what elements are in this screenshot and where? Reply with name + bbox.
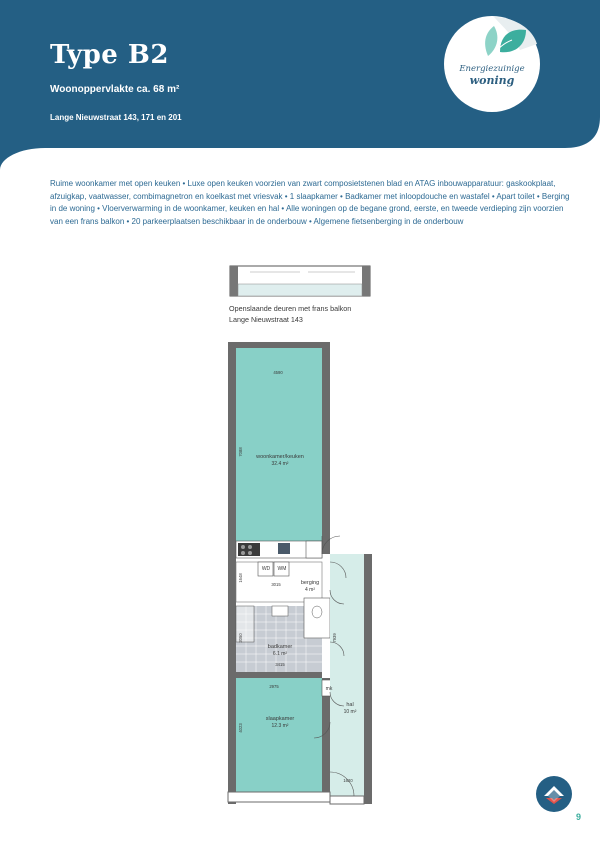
berging-label: berging: [300, 580, 320, 586]
address-text: Lange Nieuwstraat 143, 171 en 201: [50, 113, 182, 122]
badkamer-label: badkamer: [267, 644, 293, 650]
badge-line1: Energiezuinige: [459, 64, 525, 74]
company-logo-icon: [536, 776, 572, 812]
dim-bath-width: 3415: [275, 662, 285, 667]
slaapkamer-label: slaapkamer: [265, 716, 295, 722]
balcony-detail: [230, 266, 370, 296]
page-title: Type B2: [50, 40, 169, 70]
badkamer-area: 6.1 m²: [272, 651, 288, 657]
leaf-icon: [442, 12, 542, 112]
woonkamer-area: 32.4 m²: [271, 461, 289, 467]
hal-area: 10 m²: [343, 709, 357, 715]
balcony-caption: Openslaande deuren met frans balkon Lange Nieuwstraat 143: [229, 304, 352, 324]
hal-label: hal: [346, 702, 354, 708]
badge-line2: woning: [469, 74, 515, 87]
berging-area: 4 m²: [305, 587, 315, 593]
dim-living-width: 4590: [273, 370, 283, 375]
dim-berging-depth: 1648: [238, 573, 243, 583]
mk-label: mk: [325, 686, 333, 692]
hal-room: [330, 554, 364, 796]
woonkamer-label: woonkamer/keuken: [256, 454, 304, 460]
page-number: 9: [576, 812, 582, 822]
dim-berging-width: 3015: [271, 582, 281, 587]
center-wall: [322, 342, 330, 554]
floor-area-text: Woonoppervlakte ca. 68 m²: [50, 84, 180, 95]
woonkamer-room: [236, 348, 322, 541]
wm-label: WM: [277, 566, 287, 572]
slaapkamer-area: 12.3 m²: [271, 723, 289, 729]
left-wall: [228, 342, 236, 804]
dim-living-depth: 7088: [238, 447, 243, 457]
dim-bath-depth: 2050: [238, 633, 243, 643]
dim-bedroom-width: 2975: [269, 684, 279, 689]
dim-bedroom-depth: 4023: [238, 723, 243, 733]
floor-plan: [220, 262, 380, 810]
description-text: Ruime woonkamer met open keuken • Luxe open keuken voorzien van zwart composietstenen blad en ATAG inbouwapparatuur: gaskookplaat, afzuigkap, vaatwasser, combimagnetron en koelkast met vriesvak • 1 slaapkamer • Badkamer met inloopdouche en wastafel • Apart toilet • Berging in de woning • Vloerverwarming in de woonkamer, keuken en hal • Alle woningen op de begane grond, eerste, en tweede verdieping zijn voorzien van een frans balkon • 20 parkeerplaatsen beschikbaar in de onderbouw • Algemene fietsenberging in de onderbouw: [50, 179, 570, 226]
wd-label: WD: [261, 566, 271, 572]
dim-hal-width: 1620: [343, 778, 353, 783]
dim-hal-depth: 7939: [332, 633, 337, 643]
slaapkamer-room: [236, 678, 322, 792]
